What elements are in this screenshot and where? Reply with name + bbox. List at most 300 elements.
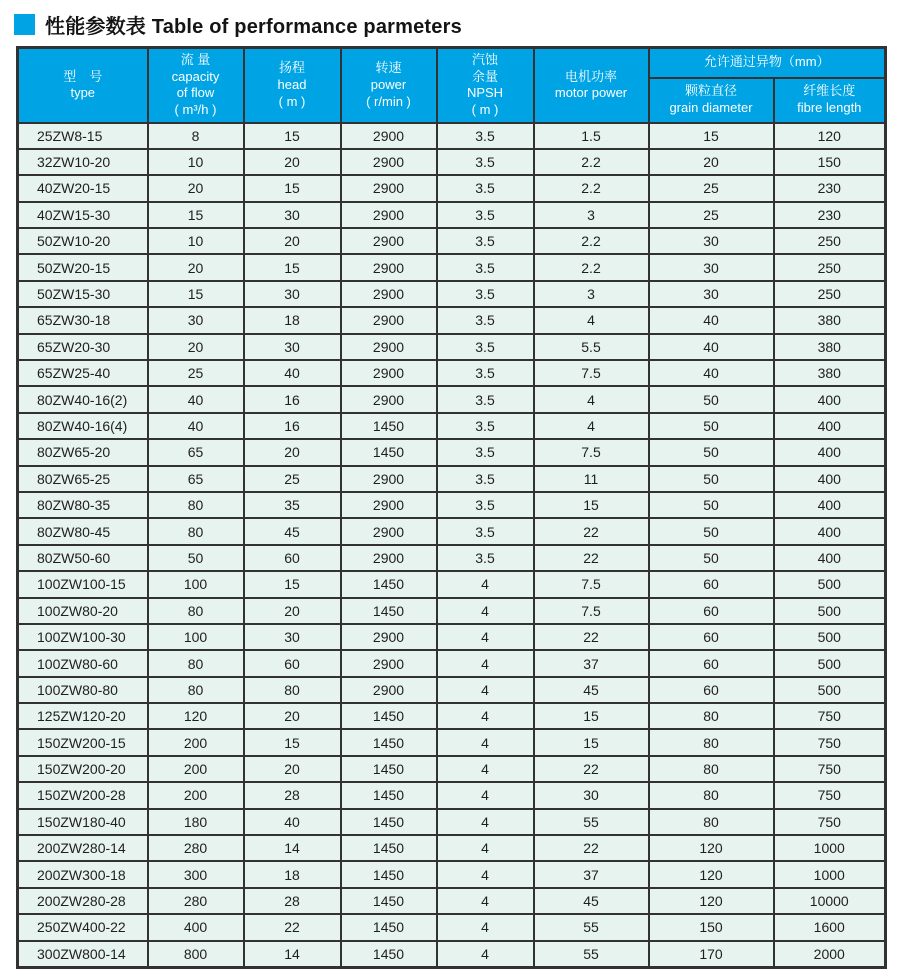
cell-npsh: 3.5 <box>437 149 534 175</box>
cell-flow: 65 <box>148 439 244 465</box>
cell-head: 35 <box>244 492 341 518</box>
table-row <box>18 149 886 175</box>
cell-flow: 80 <box>148 677 244 703</box>
cell-grain_diameter: 50 <box>649 466 774 492</box>
header-head-zh: 扬程 <box>278 60 305 76</box>
cell-motor_power: 2.2 <box>534 254 649 280</box>
cell-type: 100ZW100-30 <box>18 624 148 650</box>
cell-speed: 2900 <box>341 386 437 412</box>
cell-fibre_length: 750 <box>774 782 886 808</box>
table-row <box>18 545 886 571</box>
table-row <box>18 598 886 624</box>
cell-flow: 25 <box>148 360 244 386</box>
cell-npsh: 3.5 <box>437 545 534 571</box>
cell-type: 80ZW80-35 <box>18 492 148 518</box>
cell-motor_power: 15 <box>534 492 649 518</box>
cell-flow: 80 <box>148 598 244 624</box>
table-row <box>18 650 886 676</box>
cell-speed: 2900 <box>341 360 437 386</box>
cell-head: 14 <box>244 835 341 861</box>
cell-type: 80ZW65-20 <box>18 439 148 465</box>
cell-head: 20 <box>244 228 341 254</box>
cell-fibre_length: 2000 <box>774 941 886 968</box>
cell-motor_power: 7.5 <box>534 598 649 624</box>
cell-motor_power: 2.2 <box>534 228 649 254</box>
cell-fibre_length: 750 <box>774 809 886 835</box>
cell-motor_power: 1.5 <box>534 123 649 149</box>
cell-fibre_length: 500 <box>774 677 886 703</box>
table-header <box>18 48 886 123</box>
cell-npsh: 3.5 <box>437 386 534 412</box>
header-foreign-matter-group: 允许通过异物（mm） <box>649 48 886 78</box>
cell-type: 32ZW10-20 <box>18 149 148 175</box>
cell-flow: 280 <box>148 835 244 861</box>
cell-fibre_length: 120 <box>774 123 886 149</box>
cell-grain_diameter: 120 <box>649 835 774 861</box>
cell-grain_diameter: 80 <box>649 703 774 729</box>
cell-speed: 2900 <box>341 202 437 228</box>
cell-type: 80ZW80-45 <box>18 518 148 544</box>
cell-fibre_length: 750 <box>774 703 886 729</box>
page-title-row <box>0 0 900 46</box>
cell-fibre_length: 380 <box>774 360 886 386</box>
header-head-en: head <box>277 76 307 92</box>
cell-motor_power: 3 <box>534 281 649 307</box>
cell-grain_diameter: 60 <box>649 624 774 650</box>
cell-grain_diameter: 40 <box>649 307 774 333</box>
cell-motor_power: 11 <box>534 466 649 492</box>
table-row <box>18 175 886 201</box>
cell-type: 100ZW100-15 <box>18 571 148 597</box>
cell-npsh: 3.5 <box>437 123 534 149</box>
cell-flow: 100 <box>148 624 244 650</box>
page-title: 性能参数表 Table of performance parmeters <box>45 16 462 38</box>
cell-type: 150ZW200-15 <box>18 729 148 755</box>
cell-motor_power: 7.5 <box>534 571 649 597</box>
cell-flow: 20 <box>148 254 244 280</box>
cell-grain_diameter: 60 <box>649 571 774 597</box>
cell-head: 40 <box>244 809 341 835</box>
cell-flow: 30 <box>148 307 244 333</box>
header-flow-en2: of flow <box>176 85 215 101</box>
cell-fibre_length: 400 <box>774 492 886 518</box>
table-row <box>18 386 886 412</box>
cell-motor_power: 22 <box>534 835 649 861</box>
table-row <box>18 835 886 861</box>
header-fibre-en: fibre length <box>797 100 862 115</box>
cell-motor_power: 55 <box>534 941 649 968</box>
cell-type: 200ZW280-28 <box>18 888 148 914</box>
cell-grain_diameter: 50 <box>649 545 774 571</box>
cell-speed: 2900 <box>341 254 437 280</box>
cell-flow: 50 <box>148 545 244 571</box>
cell-head: 14 <box>244 941 341 968</box>
table-row <box>18 360 886 386</box>
cell-motor_power: 5.5 <box>534 334 649 360</box>
cell-type: 250ZW400-22 <box>18 914 148 940</box>
cell-grain_diameter: 80 <box>649 782 774 808</box>
table-row <box>18 861 886 887</box>
header-flow-unit: ( m³/h ) <box>174 101 217 117</box>
cell-head: 15 <box>244 123 341 149</box>
cell-speed: 2900 <box>341 677 437 703</box>
cell-motor_power: 30 <box>534 782 649 808</box>
cell-flow: 400 <box>148 914 244 940</box>
cell-speed: 2900 <box>341 334 437 360</box>
cell-grain_diameter: 50 <box>649 518 774 544</box>
header-type <box>18 48 148 123</box>
cell-head: 20 <box>244 439 341 465</box>
cell-speed: 1450 <box>341 729 437 755</box>
cell-speed: 1450 <box>341 703 437 729</box>
cell-fibre_length: 230 <box>774 175 886 201</box>
cell-type: 50ZW10-20 <box>18 228 148 254</box>
cell-grain_diameter: 30 <box>649 281 774 307</box>
header-speed <box>341 48 437 123</box>
cell-head: 60 <box>244 545 341 571</box>
cell-fibre_length: 750 <box>774 756 886 782</box>
cell-fibre_length: 400 <box>774 439 886 465</box>
cell-speed: 1450 <box>341 756 437 782</box>
cell-type: 80ZW65-25 <box>18 466 148 492</box>
cell-grain_diameter: 80 <box>649 809 774 835</box>
cell-type: 25ZW8-15 <box>18 123 148 149</box>
cell-motor_power: 37 <box>534 861 649 887</box>
cell-npsh: 4 <box>437 835 534 861</box>
cell-motor_power: 7.5 <box>534 439 649 465</box>
cell-fibre_length: 380 <box>774 334 886 360</box>
cell-type: 50ZW20-15 <box>18 254 148 280</box>
cell-npsh: 3.5 <box>437 518 534 544</box>
header-speed-zh: 转速 <box>375 60 402 76</box>
cell-speed: 2900 <box>341 466 437 492</box>
cell-npsh: 4 <box>437 677 534 703</box>
header-flow-en1: capacity <box>171 68 220 84</box>
cell-speed: 1450 <box>341 439 437 465</box>
cell-npsh: 3.5 <box>437 307 534 333</box>
header-type-en: type <box>70 85 96 101</box>
header-motor-power <box>534 48 649 123</box>
table-row <box>18 413 886 439</box>
cell-type: 100ZW80-60 <box>18 650 148 676</box>
cell-flow: 200 <box>148 782 244 808</box>
cell-motor_power: 22 <box>534 756 649 782</box>
cell-type: 300ZW800-14 <box>18 941 148 968</box>
cell-motor_power: 45 <box>534 888 649 914</box>
header-motor-en: motor power <box>554 85 628 101</box>
cell-head: 30 <box>244 202 341 228</box>
cell-grain_diameter: 25 <box>649 202 774 228</box>
cell-grain_diameter: 25 <box>649 175 774 201</box>
cell-grain_diameter: 150 <box>649 914 774 940</box>
cell-type: 150ZW180-40 <box>18 809 148 835</box>
cell-fibre_length: 230 <box>774 202 886 228</box>
cell-fibre_length: 1000 <box>774 861 886 887</box>
cell-motor_power: 15 <box>534 703 649 729</box>
cell-speed: 1450 <box>341 598 437 624</box>
cell-flow: 180 <box>148 809 244 835</box>
cell-grain_diameter: 60 <box>649 677 774 703</box>
cell-type: 80ZW50-60 <box>18 545 148 571</box>
table-row <box>18 334 886 360</box>
header-npsh <box>437 48 534 123</box>
cell-npsh: 3.5 <box>437 466 534 492</box>
cell-head: 25 <box>244 466 341 492</box>
cell-speed: 2900 <box>341 545 437 571</box>
cell-type: 125ZW120-20 <box>18 703 148 729</box>
cell-head: 30 <box>244 281 341 307</box>
cell-grain_diameter: 40 <box>649 360 774 386</box>
cell-type: 200ZW300-18 <box>18 861 148 887</box>
cell-fibre_length: 750 <box>774 729 886 755</box>
cell-fibre_length: 500 <box>774 650 886 676</box>
cell-speed: 1450 <box>341 941 437 968</box>
table-row <box>18 624 886 650</box>
cell-fibre_length: 1000 <box>774 835 886 861</box>
cell-npsh: 4 <box>437 914 534 940</box>
cell-head: 15 <box>244 175 341 201</box>
cell-type: 200ZW280-14 <box>18 835 148 861</box>
cell-fibre_length: 1600 <box>774 914 886 940</box>
cell-head: 22 <box>244 914 341 940</box>
cell-type: 40ZW15-30 <box>18 202 148 228</box>
performance-parameters-table <box>16 46 887 969</box>
cell-head: 15 <box>244 254 341 280</box>
header-npsh-en: NPSH <box>466 85 504 101</box>
header-flow-zh: 流 量 <box>180 52 211 67</box>
header-head <box>244 48 341 123</box>
cell-type: 65ZW30-18 <box>18 307 148 333</box>
cell-flow: 80 <box>148 492 244 518</box>
cell-head: 28 <box>244 782 341 808</box>
cell-npsh: 3.5 <box>437 202 534 228</box>
cell-motor_power: 15 <box>534 729 649 755</box>
cell-motor_power: 37 <box>534 650 649 676</box>
cell-motor_power: 7.5 <box>534 360 649 386</box>
cell-fibre_length: 500 <box>774 624 886 650</box>
cell-speed: 2900 <box>341 281 437 307</box>
cell-type: 100ZW80-20 <box>18 598 148 624</box>
cell-head: 15 <box>244 571 341 597</box>
cell-grain_diameter: 50 <box>649 439 774 465</box>
table-row <box>18 782 886 808</box>
title-bullet-icon <box>14 14 35 35</box>
cell-npsh: 4 <box>437 809 534 835</box>
cell-grain_diameter: 50 <box>649 386 774 412</box>
cell-npsh: 4 <box>437 941 534 968</box>
cell-npsh: 4 <box>437 861 534 887</box>
cell-type: 65ZW25-40 <box>18 360 148 386</box>
cell-npsh: 4 <box>437 598 534 624</box>
table-row <box>18 492 886 518</box>
cell-motor_power: 55 <box>534 809 649 835</box>
header-grain-en: grain diameter <box>669 100 753 115</box>
cell-type: 80ZW40-16(2) <box>18 386 148 412</box>
header-npsh-zh2: 余量 <box>471 68 498 84</box>
table-row <box>18 729 886 755</box>
table-row <box>18 809 886 835</box>
cell-grain_diameter: 30 <box>649 254 774 280</box>
cell-npsh: 3.5 <box>437 254 534 280</box>
table-row <box>18 307 886 333</box>
cell-head: 20 <box>244 756 341 782</box>
table-row <box>18 888 886 914</box>
cell-flow: 20 <box>148 175 244 201</box>
table-row <box>18 571 886 597</box>
cell-motor_power: 55 <box>534 914 649 940</box>
cell-motor_power: 2.2 <box>534 149 649 175</box>
cell-npsh: 3.5 <box>437 175 534 201</box>
table-row <box>18 228 886 254</box>
cell-grain_diameter: 40 <box>649 334 774 360</box>
cell-grain_diameter: 120 <box>649 861 774 887</box>
table-body <box>18 123 886 968</box>
header-motor-zh: 电机功率 <box>564 68 617 84</box>
cell-npsh: 4 <box>437 888 534 914</box>
header-grain-diameter <box>649 78 774 123</box>
cell-npsh: 3.5 <box>437 413 534 439</box>
cell-fibre_length: 250 <box>774 228 886 254</box>
cell-flow: 200 <box>148 756 244 782</box>
table-row <box>18 202 886 228</box>
cell-head: 16 <box>244 386 341 412</box>
cell-speed: 2900 <box>341 492 437 518</box>
header-grain-zh: 颗粒直径 <box>684 83 737 99</box>
cell-flow: 8 <box>148 123 244 149</box>
header-npsh-unit: ( m ) <box>471 101 499 117</box>
cell-grain_diameter: 20 <box>649 149 774 175</box>
header-speed-en: power <box>370 76 407 92</box>
cell-speed: 1450 <box>341 861 437 887</box>
cell-grain_diameter: 15 <box>649 123 774 149</box>
cell-speed: 2900 <box>341 123 437 149</box>
cell-fibre_length: 400 <box>774 466 886 492</box>
cell-grain_diameter: 60 <box>649 650 774 676</box>
cell-speed: 2900 <box>341 650 437 676</box>
cell-grain_diameter: 170 <box>649 941 774 968</box>
cell-type: 65ZW20-30 <box>18 334 148 360</box>
cell-grain_diameter: 50 <box>649 492 774 518</box>
cell-npsh: 4 <box>437 756 534 782</box>
cell-head: 28 <box>244 888 341 914</box>
cell-speed: 2900 <box>341 149 437 175</box>
table-row <box>18 703 886 729</box>
table-row <box>18 941 886 968</box>
cell-fibre_length: 400 <box>774 518 886 544</box>
header-speed-unit: ( r/min ) <box>366 93 411 109</box>
cell-speed: 2900 <box>341 307 437 333</box>
cell-type: 150ZW200-20 <box>18 756 148 782</box>
cell-npsh: 4 <box>437 729 534 755</box>
table-row <box>18 677 886 703</box>
cell-flow: 15 <box>148 202 244 228</box>
cell-head: 20 <box>244 598 341 624</box>
cell-speed: 1450 <box>341 809 437 835</box>
cell-fibre_length: 250 <box>774 281 886 307</box>
cell-motor_power: 22 <box>534 518 649 544</box>
cell-motor_power: 4 <box>534 386 649 412</box>
table-row <box>18 439 886 465</box>
cell-fibre_length: 10000 <box>774 888 886 914</box>
cell-npsh: 3.5 <box>437 360 534 386</box>
cell-grain_diameter: 50 <box>649 413 774 439</box>
cell-fibre_length: 400 <box>774 413 886 439</box>
cell-motor_power: 4 <box>534 307 649 333</box>
cell-flow: 40 <box>148 386 244 412</box>
cell-motor_power: 2.2 <box>534 175 649 201</box>
table-row <box>18 756 886 782</box>
cell-flow: 20 <box>148 334 244 360</box>
cell-npsh: 3.5 <box>437 228 534 254</box>
cell-grain_diameter: 30 <box>649 228 774 254</box>
table-row <box>18 123 886 149</box>
header-type-zh: 型 号 <box>63 68 103 84</box>
cell-speed: 2900 <box>341 518 437 544</box>
table-row <box>18 466 886 492</box>
cell-head: 20 <box>244 149 341 175</box>
cell-head: 15 <box>244 729 341 755</box>
cell-fibre_length: 150 <box>774 149 886 175</box>
cell-flow: 80 <box>148 650 244 676</box>
table-row <box>18 914 886 940</box>
cell-speed: 1450 <box>341 914 437 940</box>
cell-head: 60 <box>244 650 341 676</box>
cell-fibre_length: 500 <box>774 598 886 624</box>
cell-flow: 40 <box>148 413 244 439</box>
cell-flow: 200 <box>148 729 244 755</box>
cell-speed: 2900 <box>341 228 437 254</box>
cell-grain_diameter: 80 <box>649 729 774 755</box>
cell-grain_diameter: 80 <box>649 756 774 782</box>
cell-fibre_length: 400 <box>774 386 886 412</box>
header-fibre-length <box>774 78 886 123</box>
cell-flow: 800 <box>148 941 244 968</box>
cell-type: 100ZW80-80 <box>18 677 148 703</box>
cell-fibre_length: 250 <box>774 254 886 280</box>
cell-npsh: 4 <box>437 782 534 808</box>
cell-speed: 1450 <box>341 782 437 808</box>
cell-head: 18 <box>244 861 341 887</box>
cell-speed: 1450 <box>341 571 437 597</box>
header-npsh-zh1: 汽蚀 <box>471 52 498 67</box>
cell-motor_power: 45 <box>534 677 649 703</box>
cell-npsh: 3.5 <box>437 439 534 465</box>
cell-motor_power: 22 <box>534 545 649 571</box>
cell-grain_diameter: 60 <box>649 598 774 624</box>
cell-motor_power: 22 <box>534 624 649 650</box>
cell-head: 45 <box>244 518 341 544</box>
cell-flow: 280 <box>148 888 244 914</box>
cell-motor_power: 4 <box>534 413 649 439</box>
header-fibre-zh: 纤维长度 <box>803 83 856 99</box>
table-row <box>18 518 886 544</box>
cell-fibre_length: 380 <box>774 307 886 333</box>
cell-npsh: 4 <box>437 650 534 676</box>
cell-speed: 1450 <box>341 413 437 439</box>
cell-speed: 2900 <box>341 175 437 201</box>
cell-head: 16 <box>244 413 341 439</box>
cell-npsh: 4 <box>437 571 534 597</box>
cell-speed: 1450 <box>341 835 437 861</box>
cell-flow: 80 <box>148 518 244 544</box>
header-head-unit: ( m ) <box>278 93 306 109</box>
cell-speed: 1450 <box>341 888 437 914</box>
cell-head: 40 <box>244 360 341 386</box>
cell-npsh: 3.5 <box>437 281 534 307</box>
cell-flow: 300 <box>148 861 244 887</box>
cell-head: 18 <box>244 307 341 333</box>
header-flow <box>148 48 244 123</box>
